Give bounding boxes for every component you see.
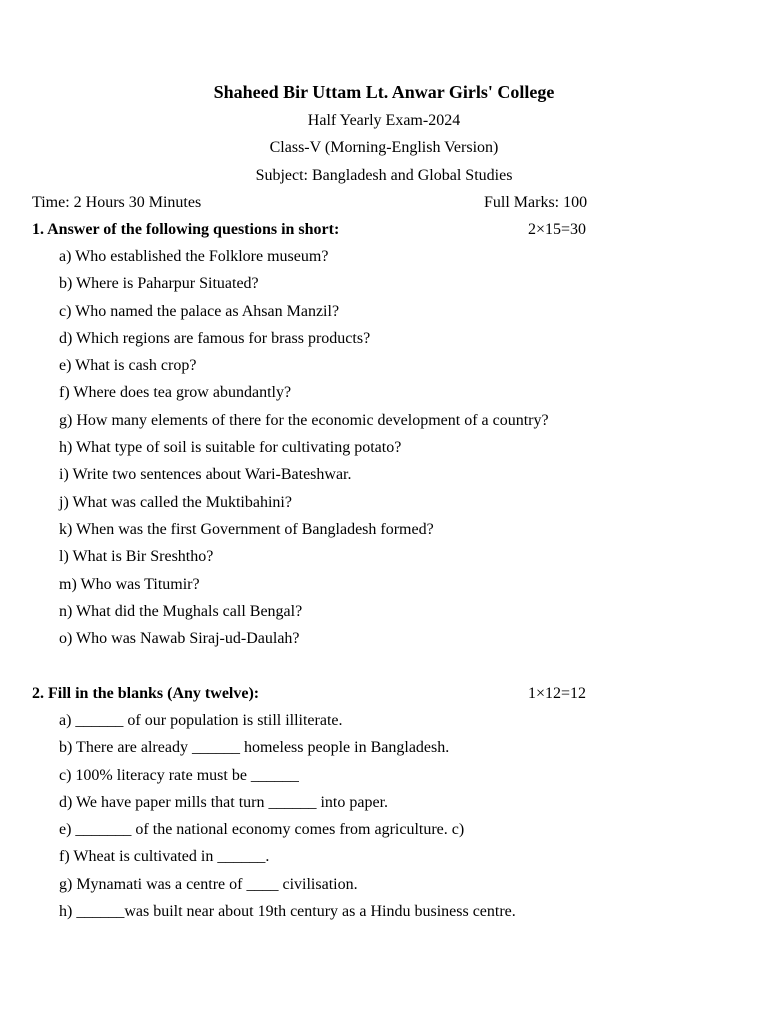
- blank-item: a) ______ of our population is still illiterate.: [59, 712, 343, 729]
- institution-title: Shaheed Bir Uttam Lt. Anwar Girls' College: [213, 82, 555, 102]
- blank-item: h) ______was built near about 19th century as a Hindu business centre.: [59, 903, 516, 921]
- section-1-question-list: [59, 247, 549, 656]
- exam-time: Time: 2 Hours 30 Minutes: [32, 194, 202, 211]
- question-item: k) When was the first Government of Bangladesh formed?: [59, 520, 434, 538]
- question-item: f) Where does tea grow abundantly?: [59, 384, 292, 402]
- question-item: d) Which regions are famous for brass products?: [59, 329, 371, 347]
- section-2-title: 2. Fill in the blanks (Any twelve):: [32, 685, 260, 702]
- class-name: Class-V (Morning-English Version): [269, 139, 499, 156]
- blank-item: e) _______ of the national economy comes from agriculture. c): [59, 821, 465, 839]
- question-item: n) What did the Mughals call Bengal?: [59, 602, 303, 620]
- exam-name: Half Yearly Exam-2024: [307, 112, 461, 129]
- full-marks: Full Marks: 100: [484, 194, 588, 211]
- section-2-question-list: [59, 711, 516, 929]
- blank-item: g) Mynamati was a centre of ____ civilisation.: [59, 875, 358, 893]
- section-2-marks: 1×12=12: [528, 685, 587, 702]
- question-item: h) What type of soil is suitable for cultivating potato?: [59, 439, 402, 457]
- blank-item: c) 100% literacy rate must be ______: [59, 766, 299, 784]
- question-item: c) Who named the palace as Ahsan Manzil?: [59, 302, 340, 320]
- blank-item: f) Wheat is cultivated in ______.: [59, 848, 270, 866]
- section-1-marks: 2×15=30: [528, 221, 587, 238]
- question-item: i) Write two sentences about Wari-Bateshwar.: [59, 466, 352, 484]
- blank-item: b) There are already ______ homeless people in Bangladesh.: [59, 739, 450, 757]
- question-item: g) How many elements of there for the economic development of a country?: [59, 411, 549, 429]
- question-item: a) Who established the Folklore museum?: [59, 248, 329, 265]
- blank-item: d) We have paper mills that turn ______ into paper.: [59, 793, 389, 811]
- question-item: l) What is Bir Sreshtho?: [59, 548, 214, 566]
- section-1-title: 1. Answer of the following questions in short:: [32, 221, 340, 238]
- question-item: o) Who was Nawab Siraj-ud-Daulah?: [59, 630, 300, 648]
- subject-name: Subject: Bangladesh and Global Studies: [255, 167, 513, 184]
- question-item: b) Where is Paharpur Situated?: [59, 275, 259, 293]
- question-item: e) What is cash crop?: [59, 357, 197, 375]
- question-item: m) Who was Titumir?: [59, 575, 200, 593]
- question-item: j) What was called the Muktibahini?: [59, 493, 292, 511]
